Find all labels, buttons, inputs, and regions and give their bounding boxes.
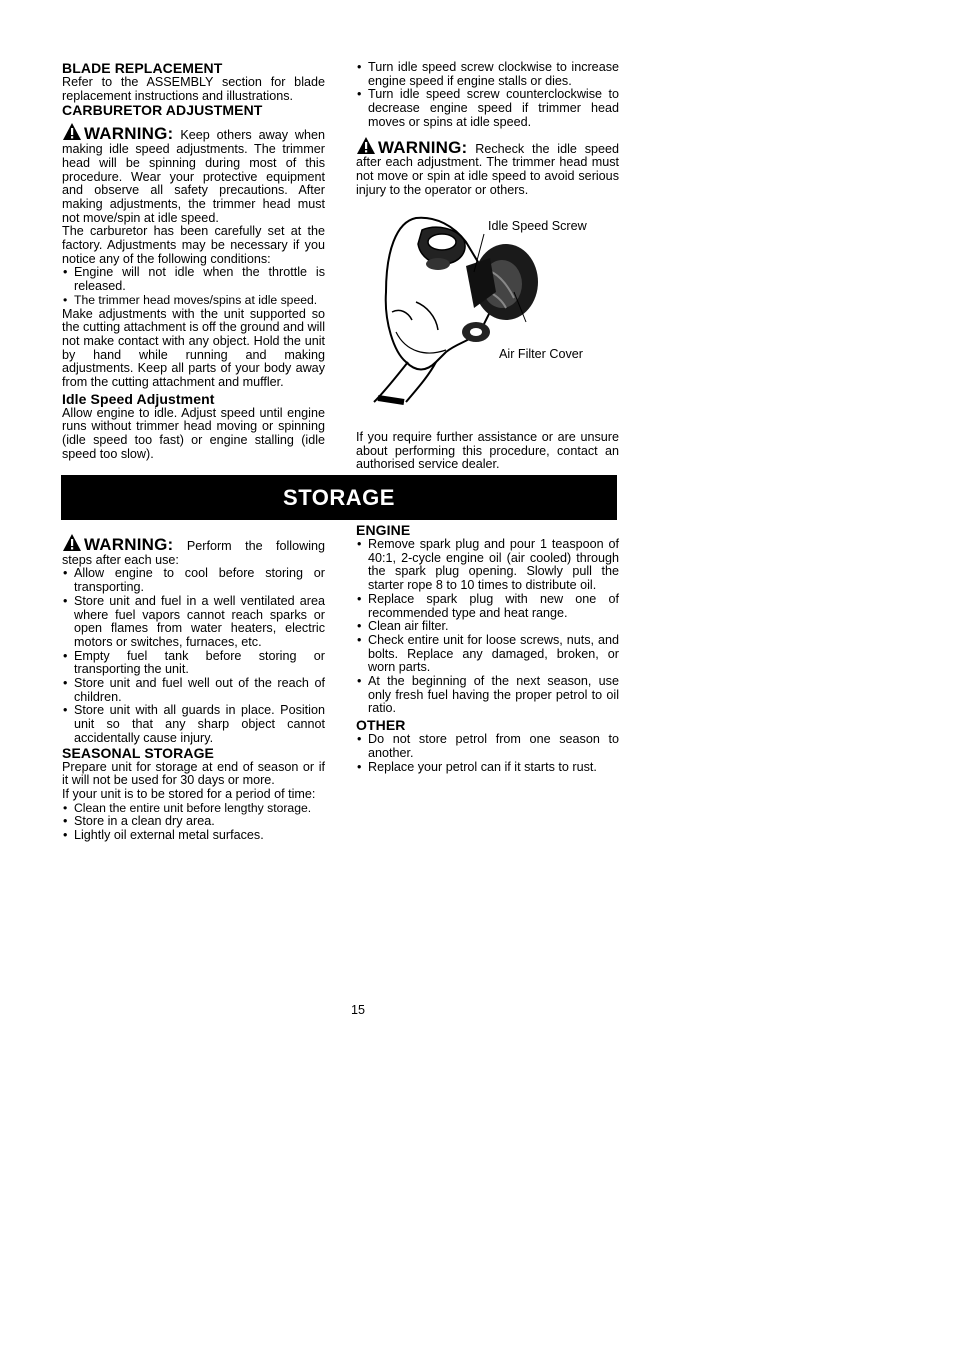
- page-number: 15: [351, 1003, 366, 1017]
- carburetor-adjustment-heading: CARBURETOR ADJUSTMENT: [62, 102, 263, 119]
- idle-speed-text: Allow engine to idle. Adjust speed until engine runs without trimmer head moving or spinning (idle speed too fast) or engine stalling (idle speed too slow).: [62, 405, 325, 461]
- list-item: • Empty fuel tank before storing or transporting the unit.: [62, 650, 325, 677]
- carburetor-warning: [62, 122, 325, 225]
- after-use-list: [62, 567, 325, 745]
- list-item: • Replace spark plug with new one of recommended type and heat range.: [356, 593, 619, 620]
- list-item: • Clean air filter.: [356, 620, 619, 634]
- right-column-top: [356, 61, 619, 197]
- list-item: • Remove spark plug and pour 1 teaspoon of 40:1, 2-cycle engine oil (air cooled) through the spark plug opening. Slowly pull the starter rope 8 to 10 times to distribute oil.: [356, 538, 619, 593]
- list-item: • Lightly oil external metal surfaces.: [62, 829, 325, 843]
- warning-label: WARNING:: [84, 535, 174, 554]
- air-filter-cover-label: Air Filter Cover: [499, 347, 583, 361]
- list-item: • Store unit and fuel in a well ventilated area where fuel vapors cannot reach sparks or open flames from water heaters, electric motors or switches, furnaces, etc.: [62, 595, 325, 650]
- engine-list: [356, 538, 619, 716]
- assistance-text: If you require further assistance or are unsure about performing this procedure, contact an authorised service dealer.: [356, 430, 619, 472]
- warning-text: Recheck the idle speed after each adjustment. The trimmer head must not move or spin at idle speed to avoid serious injury to the operator or others.: [356, 141, 620, 197]
- carburetor-intro-text: The carburetor has been carefully set at the factory. Adjustments may be necessary if you notice any of the following conditions:: [62, 224, 325, 266]
- warning-triangle-icon: [62, 122, 82, 141]
- list-item: • Store in a clean dry area.: [62, 815, 325, 829]
- idle-speed-screw-label: Idle Speed Screw: [488, 219, 587, 233]
- list-item: • Do not store petrol from one season to another.: [356, 733, 619, 760]
- left-column-top: [62, 61, 325, 462]
- blade-replacement-heading: BLADE REPLACEMENT: [62, 60, 223, 76]
- warning-triangle-icon: [356, 136, 376, 155]
- idle-speed-heading: Idle Speed Adjustment: [62, 390, 215, 407]
- list-item: • At the beginning of the next season, use only fresh fuel having the proper petrol to oil ratio.: [356, 675, 619, 716]
- list-item: • Clean the entire unit before lengthy storage.: [62, 802, 325, 816]
- other-heading: OTHER: [356, 717, 406, 734]
- seasonal-storage-heading: SEASONAL STORAGE: [62, 744, 214, 761]
- storage-warning: [62, 533, 325, 567]
- list-item: • Check entire unit for loose screws, nuts, and bolts. Replace any damaged, broken, or worn parts.: [356, 634, 619, 675]
- storage-title: STORAGE: [283, 484, 395, 510]
- storage-banner: [61, 475, 617, 520]
- list-item: • Store unit and fuel well out of the reach of children.: [62, 677, 325, 704]
- blade-replacement-text: Refer to the ASSEMBLY section for blade replacement instructions and illustrations.: [62, 75, 325, 103]
- engine-heading: ENGINE: [356, 522, 411, 538]
- other-list: [356, 733, 619, 774]
- list-item: • Turn idle speed screw counterclockwise to decrease engine speed if trimmer head moves or spins at idle speed.: [356, 88, 619, 129]
- list-item: • Store unit with all guards in place. Position unit so that any sharp object cannot accidentally cause injury.: [62, 704, 325, 745]
- period-text: If your unit is to be stored for a period of time:: [62, 786, 316, 801]
- right-column-bottom: [356, 523, 619, 774]
- idle-screw-steps: [356, 61, 619, 130]
- trimmer-engine-drawing: [356, 212, 619, 407]
- period-list: [62, 802, 325, 843]
- list-item: • Replace your petrol can if it starts to rust.: [356, 761, 619, 775]
- support-instructions-text: Make adjustments with the unit supported so the cutting attachment is off the ground and will not make contact with any object. Hold the unit by hand while running and making adjustments. Keep all parts of your body away from the cutting attachment and muffler.: [62, 306, 325, 390]
- list-item: • Allow engine to cool before storing or transporting.: [62, 567, 325, 594]
- carburetor-illustration: [356, 212, 619, 407]
- seasonal-storage-text: Prepare unit for storage at end of season or if it will not be used for 30 days or more.: [62, 759, 325, 788]
- left-column-bottom: [62, 533, 325, 843]
- list-item: • Engine will not idle when the throttle is released.: [62, 266, 325, 293]
- warning-label: WARNING:: [84, 124, 174, 144]
- conditions-list: [62, 266, 325, 307]
- list-item: • Turn idle speed screw clockwise to increase engine speed if engine stalls or dies.: [356, 61, 619, 88]
- list-item: • The trimmer head moves/spins at idle speed.: [62, 294, 325, 308]
- warning-text: Keep others away when making idle speed adjustments. The trimmer head will be spinning during most of this procedure. Wear your protective equipment and observe all safety precautions. After making adjustments, the trimmer head must not move/spin at idle speed.: [62, 128, 326, 225]
- recheck-warning: [356, 136, 619, 198]
- warning-text: Perform the following steps after each use:: [62, 539, 325, 567]
- warning-label: WARNING:: [378, 137, 468, 157]
- warning-triangle-icon: [62, 533, 82, 552]
